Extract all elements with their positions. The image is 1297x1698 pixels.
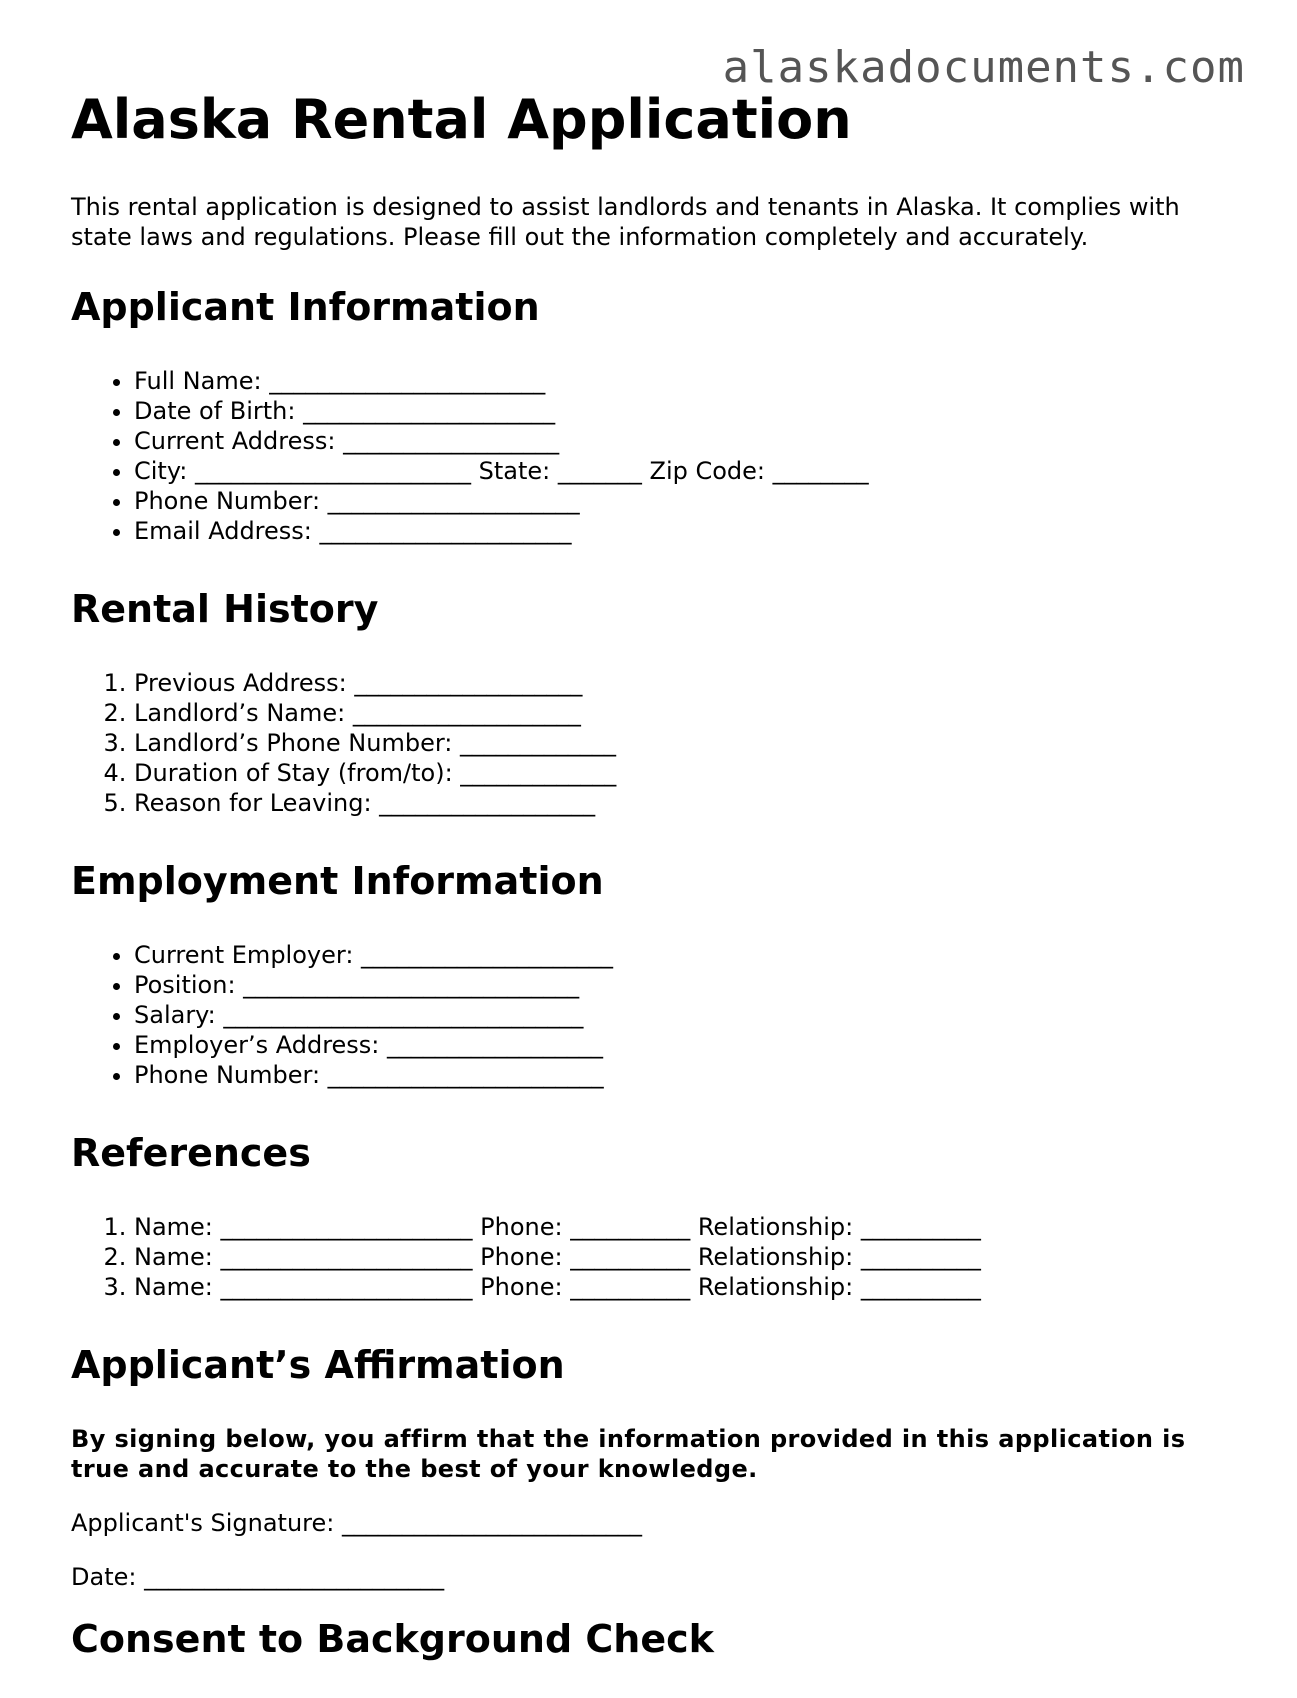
document-page xyxy=(71,88,1231,1698)
section-heading-references: References xyxy=(71,1131,311,1175)
list-item: 3. Landlord’s Phone Number: _____________ xyxy=(134,728,1231,758)
section-heading-applicant: Applicant Information xyxy=(71,285,540,329)
section-heading-affirmation: Applicant’s Affirmation xyxy=(71,1343,565,1387)
signature-line: Applicant's Signature: _________________________ xyxy=(71,1509,642,1537)
watermark: alaskadocuments.com xyxy=(722,42,1245,93)
list-item: • Employer’s Address: __________________ xyxy=(134,1030,1231,1060)
references-list xyxy=(71,1212,1231,1302)
list-item: 2. Landlord’s Name: ___________________ xyxy=(134,698,1231,728)
list-item: 5. Reason for Leaving: __________________ xyxy=(134,788,1231,818)
list-item: • Phone Number: _____________________ xyxy=(134,486,1231,516)
list-item: 1. Name: _____________________ Phone: __________ Relationship: __________ xyxy=(134,1212,1231,1242)
list-item: • Current Address: __________________ xyxy=(134,426,1231,456)
list-item: • City: _______________________ State: _______ Zip Code: ________ xyxy=(134,456,1231,486)
list-item: • Current Employer: _____________________ xyxy=(134,940,1231,970)
intro-paragraph: This rental application is designed to assist landlords and tenants in Alaska. It complies with state laws and regulations. Please fill out the information completely and accurately. xyxy=(71,193,1180,251)
list-item: • Phone Number: _______________________ xyxy=(134,1060,1231,1090)
section-heading-employment: Employment Information xyxy=(71,859,604,903)
list-item: 4. Duration of Stay (from/to): _____________ xyxy=(134,758,1231,788)
list-item: • Email Address: _____________________ xyxy=(134,516,1231,546)
rental-history-list xyxy=(71,668,1231,818)
date-line: Date: _________________________ xyxy=(71,1563,445,1591)
list-item: • Date of Birth: _____________________ xyxy=(134,396,1231,426)
applicant-list xyxy=(71,366,1231,546)
section-heading-rental-history: Rental History xyxy=(71,587,379,631)
list-item: • Full Name: _______________________ xyxy=(134,366,1231,396)
list-item: 2. Name: _____________________ Phone: __________ Relationship: __________ xyxy=(134,1242,1231,1272)
list-item: 1. Previous Address: ___________________ xyxy=(134,668,1231,698)
list-item: • Salary: ______________________________ xyxy=(134,1000,1231,1030)
section-heading-consent: Consent to Background Check xyxy=(71,1617,714,1661)
list-item: • Position: ____________________________ xyxy=(134,970,1231,1000)
list-item: 3. Name: _____________________ Phone: __________ Relationship: __________ xyxy=(134,1272,1231,1302)
page-title: Alaska Rental Application xyxy=(71,88,852,151)
employment-list xyxy=(71,940,1231,1090)
affirmation-statement: By signing below, you affirm that the information provided in this application is true and accurate to the best of your knowledge. xyxy=(71,1425,1186,1483)
